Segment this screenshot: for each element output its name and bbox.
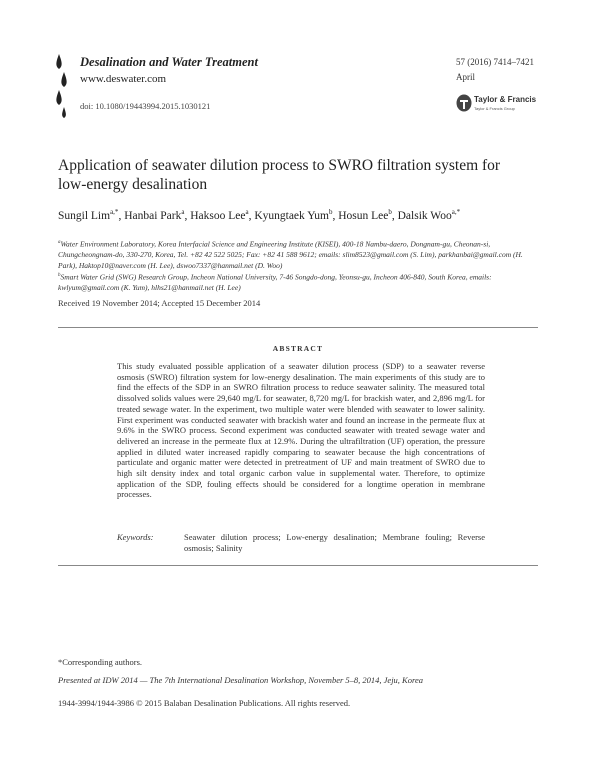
- author-separator: ,: [248, 209, 255, 222]
- water-drops-icon: [55, 52, 69, 122]
- keywords-label: Keywords:: [117, 532, 154, 542]
- author-name: Kyungtaek Yum: [254, 209, 329, 222]
- author-separator: ,: [184, 209, 191, 222]
- publisher-name: Taylor & Francis: [474, 95, 537, 104]
- author-separator: ,: [118, 209, 125, 222]
- author-affiliation-marker: b: [388, 208, 392, 216]
- author-separator: ,: [332, 209, 339, 222]
- email-link[interactable]: Haktop10@naver.com: [78, 260, 146, 270]
- received-date: Received 19 November 2014; Accepted 15 December 2014: [58, 298, 261, 308]
- presented-note: Presented at IDW 2014 — The 7th International Desalination Workshop, November 5–8, 2014, Jeju, Korea: [58, 675, 423, 685]
- email-link[interactable]: hlhs21@hanmail.net: [151, 283, 214, 293]
- author-name: Haksoo Lee: [190, 209, 246, 222]
- author-affiliation-marker: b: [328, 208, 333, 216]
- issue-month: April: [456, 72, 475, 82]
- affiliation-b: $^b$Smart Water Grid (SWG) Research Group, Incheon National University, 7-46 Songdo-dong, Yeonsu-gu, Incheon 406-840, South Korea, emails: kwlyum@gmail.com (K. Yum), hlhs21@hanmail.net (H. Lee): [58, 272, 492, 293]
- author-affiliation-marker: a,*: [451, 208, 461, 216]
- affiliation-a: $^a$Water Environment Laboratory, Korea Interfacial Science and Engineering Institute (KISEI), 400-18 Nambu-daero, Dongnam-gu, Cheonan-si, Chungcheongnam-do, 330-270, Korea, Tel. +82 42 522 5025; Fax: +82 41 588 9612; emails: slim8523@gmail.com (S. Lim), parkhanbai@gmail.com (H. Park), Haktop10@naver.com (H. Lee), dswoo7337@hanmail.net (D. Woo): [58, 239, 523, 270]
- affiliation-a-marker: a: [58, 240, 61, 245]
- author-affiliation-marker: a,*: [110, 208, 119, 216]
- affiliation-b-text: Smart Water Grid (SWG) Research Group, Incheon National University, 7-46 Songdo-dong, Yeonsu-gu, Incheon 406-840, South Korea, emails:: [60, 272, 492, 282]
- divider: [58, 565, 538, 566]
- email-link[interactable]: kwlyum@gmail.com: [58, 283, 120, 293]
- publisher-group: Taylor & Francis Group: [474, 106, 515, 111]
- taylor-francis-logo-icon: [456, 94, 472, 112]
- keywords-text: Seawater dilution process; Low-energy desalination; Membrane fouling; Reverse osmosis; Salinity: [184, 532, 485, 553]
- email-link[interactable]: dswoo7337@hanmail.net: [176, 260, 254, 270]
- affiliations: [58, 238, 534, 294]
- corresponding-note: *Corresponding authors.: [58, 657, 143, 667]
- volume-pages: 57 (2016) 7414–7421: [456, 57, 534, 67]
- author-affiliation-marker: a: [245, 208, 249, 216]
- divider: [58, 327, 538, 328]
- abstract-text: This study evaluated possible application of a seawater dilution process (SDP) to a seawater reverse osmosis (SWRO) filtration system for low-energy desalination. The main experiments of this study are to find the effects of the SDP in an SWRO filtration process to reduce seawater salinity. The measured total dissolved solids values were 29,640 mg/L for seawater, 8,720 mg/L for brackish water, and 2,896 mg/L for treated sewage water. In the experiment, two multiple water were blended with seawater to lower salinity. First experiment was conducted seawater with brackish water and found an increase in the permeate flux at 9.6% in the SWRO process. Second experiment was conducted seawater with treated sewage water and delivered an increase in the permeate flux at 12.9%. During the ultrafiltration (UF) operation, the pressure applied in diluted water increased rapidly comparing to seawater because the high concentrations of particulate and organic matter were detected in pretreatment of UF and main treatment of SWRO due to high silt density index and total organic carbon value in supplemental water. Therefore, to optimize application of the SDP, fouling effects should be considered for a longtime operation in membrane processes.: [117, 361, 485, 500]
- journal-url[interactable]: www.deswater.com: [80, 73, 167, 85]
- affiliation-a-text: Water Environment Laboratory, Korea Interfacial Science and Engineering Institute (KISEI), 400-18 Nambu-daero, Dongnam-gu, Cheonan-si, Chungcheongnam-do, 330-270, Korea, Tel. +82 42 522 5025; Fax: +82 41 588 9612; emails:: [58, 239, 491, 260]
- journal-title: Desalination and Water Treatment: [80, 55, 258, 69]
- author-list: [58, 205, 528, 224]
- email-link[interactable]: slim8523@gmail.com: [342, 250, 409, 260]
- article-title: Application of seawater dilution process to SWRO filtration system for low-energy desalination: [58, 157, 501, 193]
- author-affiliation-marker: a: [181, 208, 185, 216]
- author-name: Hanbai Park: [124, 209, 182, 222]
- author-name: Sungil Lim: [58, 209, 111, 222]
- copyright-note: 1944-3994/1944-3986 © 2015 Balaban Desalination Publications. All rights reserved.: [58, 698, 351, 708]
- author-separator: ,: [391, 209, 398, 222]
- author-name: Dalsik Woo: [397, 209, 452, 222]
- email-link[interactable]: parkhanbai@gmail.com: [438, 250, 512, 260]
- author-name: Hosun Lee: [338, 209, 389, 222]
- affiliation-b-marker: b: [58, 273, 61, 279]
- doi[interactable]: doi: 10.1080/19443994.2015.1030121: [80, 101, 211, 111]
- abstract-heading: ABSTRACT: [272, 344, 324, 353]
